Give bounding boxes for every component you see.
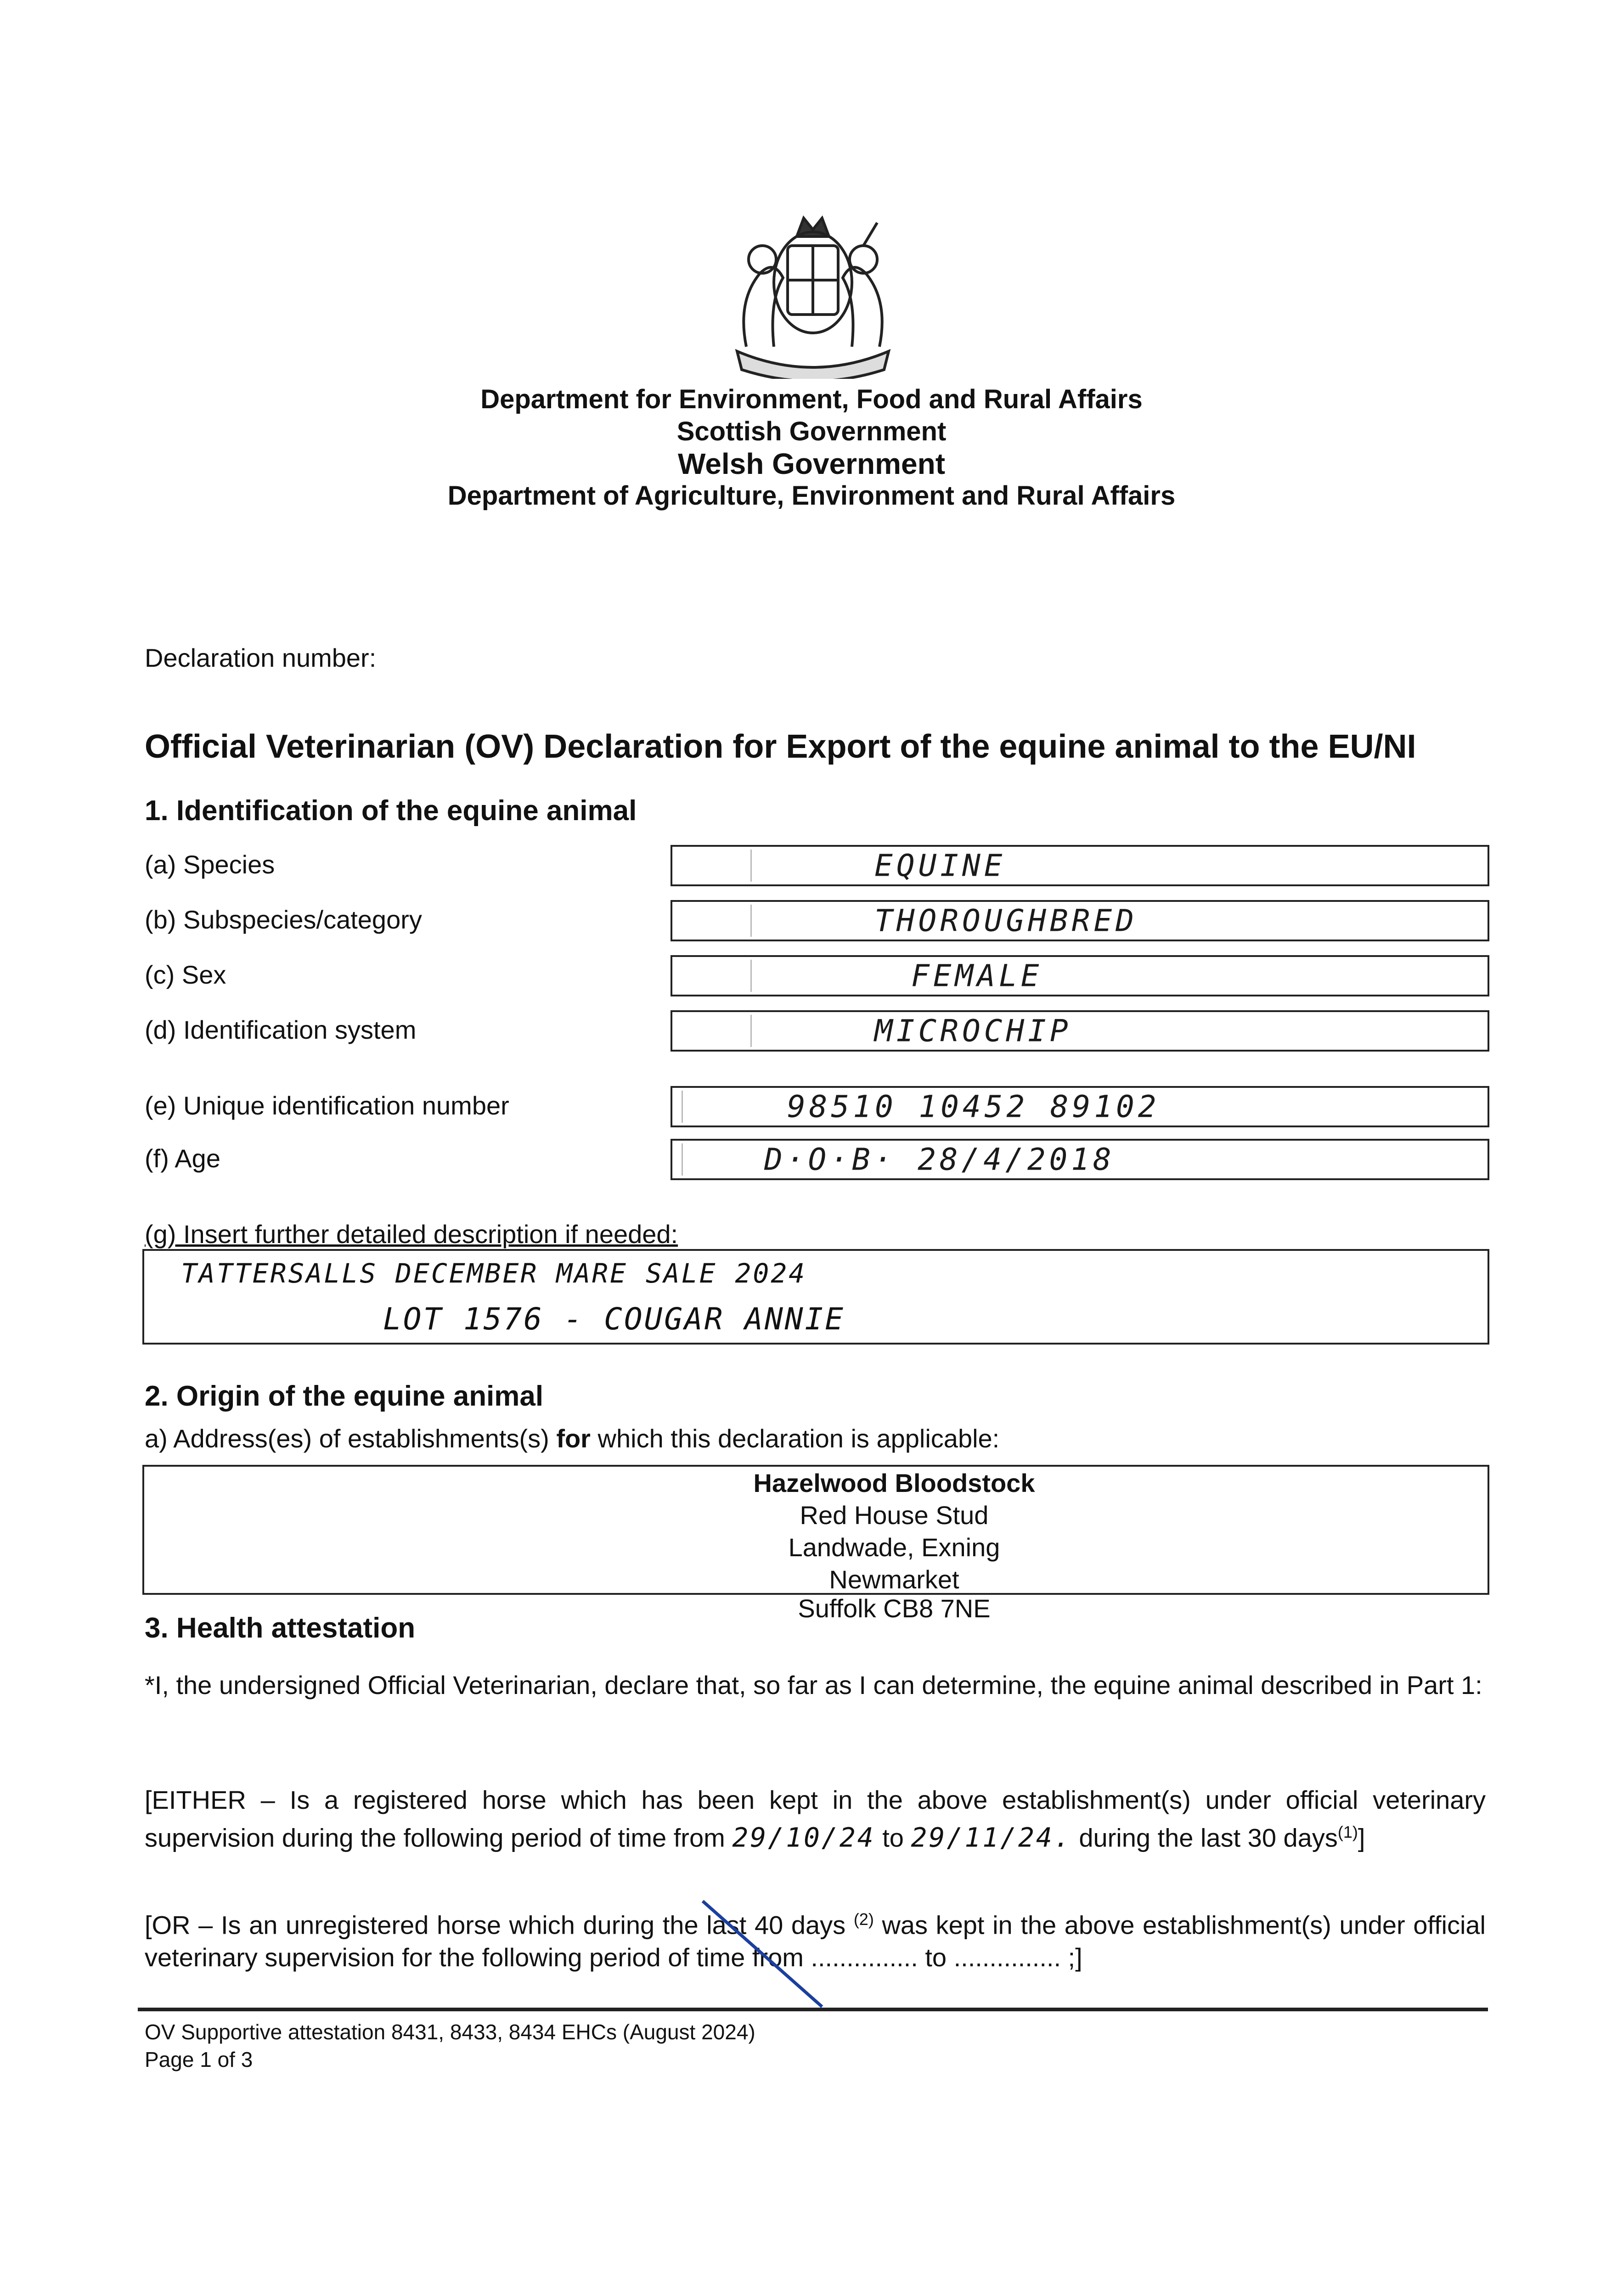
field-box-uid xyxy=(671,1086,1489,1127)
page-title: Official Veterinarian (OV) Declaration for Export of the equine animal to the EU/NI xyxy=(145,728,1416,765)
field-value-age: D·O·B· 28/4/2018 xyxy=(764,1142,1115,1177)
further-description-box xyxy=(142,1249,1489,1345)
declaration-number-label: Declaration number: xyxy=(145,643,377,672)
field-box-species xyxy=(671,845,1489,886)
footer xyxy=(145,2018,755,2073)
field-box-age xyxy=(671,1139,1489,1180)
or-clause: [OR – Is an unregistered horse which during the last 40 days $^{(2)}$ was kept in the above establishment(s) under official veterinary supervision for the following period of time from ............... to ............... ;] xyxy=(145,1910,1486,1972)
section2-heading: 2. Origin of the equine animal xyxy=(145,1380,544,1412)
further-description-line1: TATTERSALLS DECEMBER MARE SALE 2024 xyxy=(181,1258,807,1289)
field-value-id-system: MICROCHIP xyxy=(874,1013,1072,1049)
field-label-sex: (c) Sex xyxy=(145,960,226,989)
department-header xyxy=(0,383,1623,512)
field-label-id-system: (d) Identification system xyxy=(145,1015,417,1044)
either-to-date: 29/11/24. xyxy=(911,1822,1072,1853)
address-line: Landwade, Exning xyxy=(788,1533,1000,1562)
either-clause: [EITHER – Is a registered horse which has been kept in the above establishment(s) under official veterinary supervision during the following period of time from 29/10/24 to 29/11/24. during the last 30 days$^{(1)}$] xyxy=(145,1785,1486,1853)
field-label-species: (a) Species xyxy=(145,850,275,879)
field-box-sex xyxy=(671,955,1489,996)
section1-heading: 1. Identification of the equine animal xyxy=(145,795,637,827)
dept-scottish: Scottish Government xyxy=(676,416,947,446)
field-value-uid: 98510 10452 89102 xyxy=(787,1089,1160,1125)
field-label-age: (f) Age xyxy=(145,1144,220,1173)
field-value-subspecies: THOROUGHBRED xyxy=(874,903,1138,939)
field-label-subspecies: (b) Subspecies/category xyxy=(145,905,422,934)
field-box-subspecies xyxy=(671,900,1489,941)
footer-divider xyxy=(138,2008,1488,2011)
further-description-label: (g) Insert further detailed description if needed: xyxy=(145,1220,678,1249)
further-description-line2: LOT 1576 - COUGAR ANNIE xyxy=(383,1301,845,1337)
field-box-id-system xyxy=(671,1010,1489,1052)
address-line: Suffolk CB8 7NE xyxy=(798,1594,991,1623)
address-line: Newmarket xyxy=(829,1565,959,1594)
footer-attestation: OV Supportive attestation 8431, 8433, 8434 EHCs (August 2024) xyxy=(145,2020,755,2044)
royal-coat-of-arms-icon xyxy=(719,209,907,379)
origin-sub-label: a) Address(es) of establishments(s) for which this declaration is applicable: xyxy=(145,1424,1000,1453)
page-number: Page 1 of 3 xyxy=(145,2048,253,2071)
address-line: Hazelwood Bloodstock xyxy=(753,1469,1035,1497)
health-intro: *I, the undersigned Official Veterinarian, declare that, so far as I can determine, the equine animal described in Part 1: xyxy=(145,1671,1482,1699)
field-value-sex: FEMALE xyxy=(911,958,1043,994)
address-line: Red House Stud xyxy=(800,1501,989,1530)
section3-heading: 3. Health attestation xyxy=(145,1612,416,1644)
strike-mark xyxy=(698,1896,836,2011)
dept-defra: Department for Environment, Food and Rural Affairs xyxy=(480,384,1143,414)
field-value-species: EQUINE xyxy=(874,848,1006,884)
dept-daera: Department of Agriculture, Environment and Rural Affairs xyxy=(447,481,1176,511)
field-label-uid: (e) Unique identification number xyxy=(145,1091,509,1120)
either-from-date: 29/10/24 xyxy=(732,1822,875,1853)
dept-welsh: Welsh Government xyxy=(677,447,946,480)
